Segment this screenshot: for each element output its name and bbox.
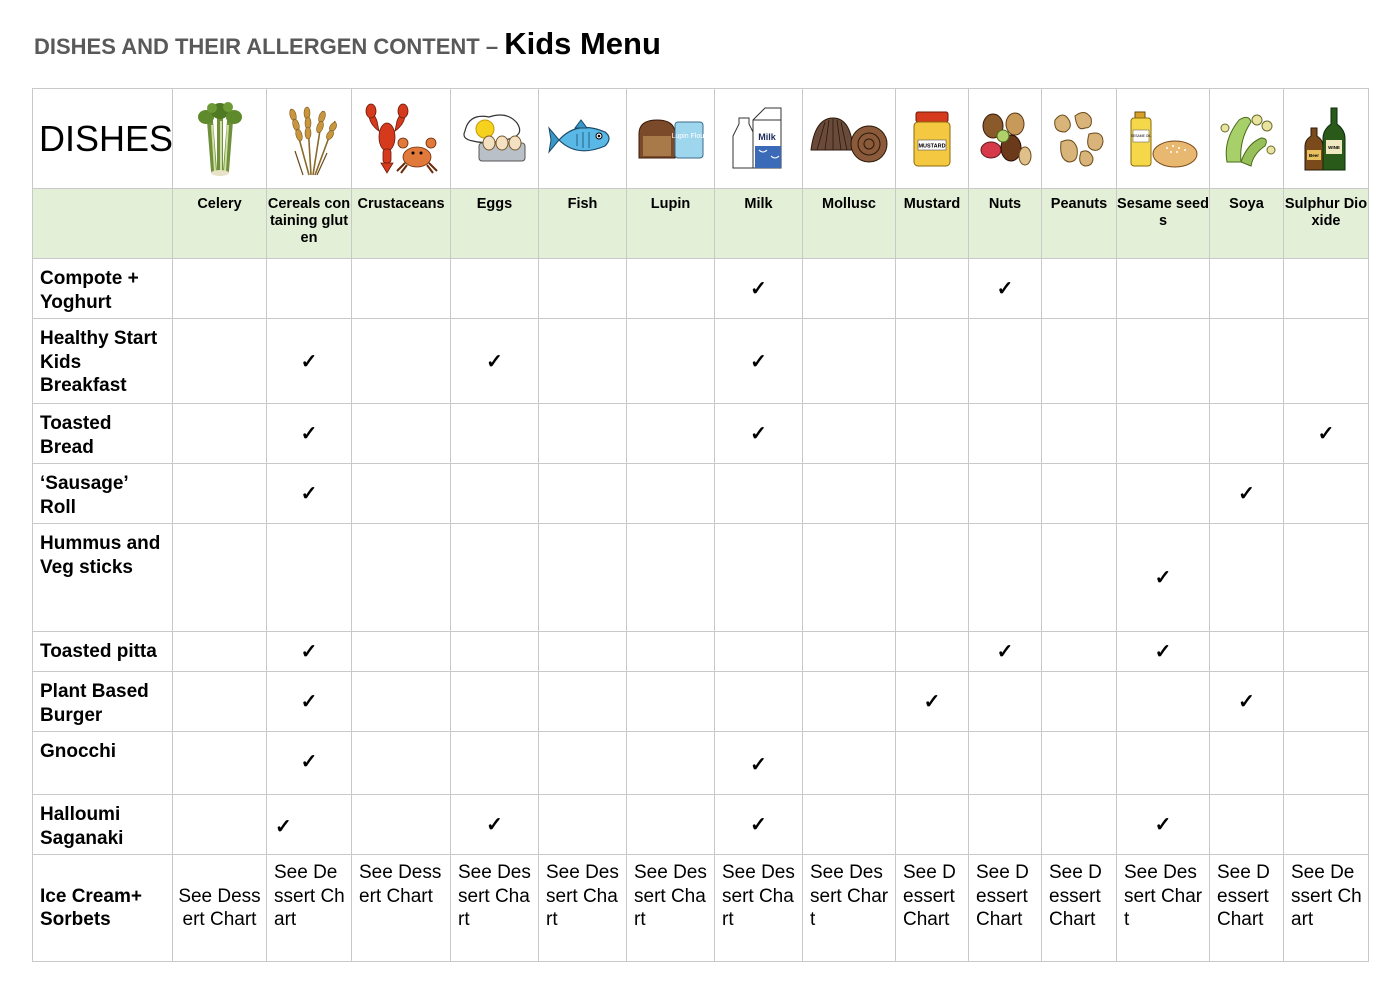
allergen-cell bbox=[539, 259, 627, 319]
allergen-cell bbox=[539, 732, 627, 795]
allergen-cell bbox=[267, 259, 352, 319]
allergen-cell bbox=[627, 632, 715, 672]
check-mark-icon: ✓ bbox=[486, 814, 503, 836]
celery-icon bbox=[173, 89, 267, 189]
allergen-cell bbox=[451, 319, 539, 404]
lobster-crab-icon bbox=[352, 89, 451, 189]
allergen-cell bbox=[173, 672, 267, 732]
allergen-cell bbox=[1042, 524, 1117, 632]
allergen-cell bbox=[803, 319, 896, 404]
dish-name: Plant Based Burger bbox=[33, 672, 173, 732]
allergen-cell bbox=[267, 672, 352, 732]
allergen-cell bbox=[1042, 404, 1117, 464]
allergen-cell bbox=[1117, 732, 1210, 795]
allergen-cell bbox=[969, 319, 1042, 404]
allergen-cell bbox=[451, 464, 539, 524]
allergen-cell bbox=[803, 524, 896, 632]
allergen-cell bbox=[1210, 632, 1284, 672]
check-mark-icon: ✓ bbox=[1154, 641, 1172, 663]
allergen-cell bbox=[451, 259, 539, 319]
svg-text:SESAME OIL: SESAME OIL bbox=[1130, 133, 1152, 138]
allergen-cell bbox=[539, 464, 627, 524]
allergen-cell bbox=[1284, 404, 1369, 464]
allergen-cell bbox=[896, 259, 969, 319]
table-row bbox=[33, 795, 1369, 855]
allergen-cell bbox=[1117, 259, 1210, 319]
allergen-cell bbox=[715, 259, 803, 319]
allergen-name-sesame: Sesame seeds bbox=[1117, 189, 1210, 259]
check-mark-icon: ✓ bbox=[300, 483, 318, 505]
dessert-chart-note: See Dessert Chart bbox=[539, 855, 627, 962]
allergen-cell bbox=[896, 524, 969, 632]
allergen-cell bbox=[715, 404, 803, 464]
dessert-chart-note: See Dessert Chart bbox=[1284, 855, 1369, 962]
allergen-cell bbox=[1042, 672, 1117, 732]
allergen-cell bbox=[451, 672, 539, 732]
soya-beans-icon bbox=[1210, 89, 1284, 189]
allergen-cell bbox=[1284, 464, 1369, 524]
allergen-cell bbox=[627, 795, 715, 855]
svg-text:Milk: Milk bbox=[757, 131, 776, 142]
check-mark-icon: ✓ bbox=[300, 641, 318, 663]
check-mark-icon: ✓ bbox=[1154, 814, 1172, 836]
allergen-cell bbox=[627, 464, 715, 524]
allergen-name-mustard: Mustard bbox=[896, 189, 969, 259]
dessert-chart-note: See Dessert Chart bbox=[1117, 855, 1210, 962]
allergen-cell bbox=[352, 524, 451, 632]
allergen-cell bbox=[1042, 464, 1117, 524]
allergen-cell bbox=[1284, 524, 1369, 632]
peanuts-icon bbox=[1042, 89, 1117, 189]
wheat-icon bbox=[267, 89, 352, 189]
check-mark-icon: ✓ bbox=[300, 750, 318, 773]
allergen-cell bbox=[627, 672, 715, 732]
title-prefix: DISHES AND THEIR ALLERGEN CONTENT – bbox=[34, 34, 505, 59]
dish-name: Healthy Start Kids Breakfast bbox=[33, 319, 173, 404]
allergen-cell bbox=[1284, 259, 1369, 319]
check-mark-icon: ✓ bbox=[1238, 691, 1255, 713]
allergen-cell bbox=[173, 632, 267, 672]
icon-row bbox=[33, 89, 1369, 189]
allergen-cell bbox=[969, 464, 1042, 524]
allergen-cell bbox=[969, 732, 1042, 795]
table-row bbox=[33, 259, 1369, 319]
dessert-chart-note: See Dessert Chart bbox=[451, 855, 539, 962]
table-row bbox=[33, 524, 1369, 632]
allergen-cell bbox=[1042, 732, 1117, 795]
allergen-cell bbox=[627, 404, 715, 464]
allergen-cell bbox=[1284, 732, 1369, 795]
allergen-cell bbox=[173, 732, 267, 795]
allergen-cell bbox=[803, 732, 896, 795]
dessert-chart-note: See Dessert Chart bbox=[173, 855, 267, 962]
check-mark-icon: ✓ bbox=[1154, 567, 1172, 589]
allergen-table bbox=[32, 88, 1369, 962]
allergen-name-mollusc: Mollusc bbox=[803, 189, 896, 259]
allergen-cell bbox=[803, 795, 896, 855]
check-mark-icon: ✓ bbox=[996, 641, 1014, 663]
ice-cream-row bbox=[33, 855, 1369, 962]
dessert-chart-note: See Dessert Chart bbox=[267, 855, 352, 962]
allergen-cell bbox=[896, 795, 969, 855]
check-mark-icon: ✓ bbox=[750, 350, 767, 373]
eggs-icon bbox=[451, 89, 539, 189]
check-mark-icon: ✓ bbox=[1317, 423, 1335, 445]
allergen-cell bbox=[539, 632, 627, 672]
allergen-cell bbox=[267, 795, 352, 855]
allergen-cell bbox=[803, 632, 896, 672]
allergen-name-soya: Soya bbox=[1210, 189, 1284, 259]
dessert-chart-note: See Dessert Chart bbox=[715, 855, 803, 962]
table-row bbox=[33, 464, 1369, 524]
check-mark-icon: ✓ bbox=[750, 278, 767, 300]
allergen-name-peanuts: Peanuts bbox=[1042, 189, 1117, 259]
svg-text:Lupin Flour: Lupin Flour bbox=[670, 132, 707, 140]
dish-rows bbox=[33, 259, 1369, 855]
allergen-cell bbox=[352, 672, 451, 732]
allergen-cell bbox=[539, 672, 627, 732]
allergen-cell bbox=[1284, 672, 1369, 732]
check-mark-icon: ✓ bbox=[750, 754, 767, 776]
dish-name: Ice Cream+ Sorbets bbox=[33, 855, 173, 962]
allergen-cell bbox=[1042, 795, 1117, 855]
check-mark-icon: ✓ bbox=[923, 691, 941, 713]
allergen-cell bbox=[896, 732, 969, 795]
allergen-cell bbox=[715, 524, 803, 632]
allergen-cell bbox=[173, 524, 267, 632]
dessert-chart-note: See Dessert Chart bbox=[1210, 855, 1284, 962]
allergen-cell bbox=[896, 319, 969, 404]
sesame-oil-bread-icon bbox=[1117, 89, 1210, 189]
check-mark-icon: ✓ bbox=[996, 278, 1014, 300]
allergen-cell bbox=[1284, 795, 1369, 855]
allergen-cell bbox=[352, 259, 451, 319]
allergen-cell bbox=[803, 404, 896, 464]
allergen-cell bbox=[1117, 524, 1210, 632]
table-row bbox=[33, 672, 1369, 732]
dish-name: Toasted Bread bbox=[33, 404, 173, 464]
check-mark-icon: ✓ bbox=[1238, 483, 1255, 505]
allergen-cell bbox=[715, 672, 803, 732]
table-row bbox=[33, 732, 1369, 795]
allergen-cell bbox=[1042, 632, 1117, 672]
allergen-cell bbox=[1117, 795, 1210, 855]
check-mark-icon: ✓ bbox=[300, 691, 318, 713]
check-mark-icon: ✓ bbox=[300, 350, 318, 373]
allergen-cell bbox=[539, 319, 627, 404]
allergen-cell bbox=[451, 404, 539, 464]
check-mark-icon: ✓ bbox=[750, 814, 767, 836]
allergen-cell bbox=[969, 404, 1042, 464]
allergen-cell bbox=[451, 632, 539, 672]
allergen-name-crustaceans: Crustaceans bbox=[352, 189, 451, 259]
allergen-cell bbox=[1117, 404, 1210, 464]
allergen-cell bbox=[715, 319, 803, 404]
dessert-chart-note: See Dessert Chart bbox=[627, 855, 715, 962]
shells-icon bbox=[803, 89, 896, 189]
allergen-cell bbox=[715, 732, 803, 795]
allergen-cell bbox=[969, 632, 1042, 672]
lupin-flour-icon bbox=[627, 89, 715, 189]
allergen-cell bbox=[1210, 319, 1284, 404]
allergen-cell bbox=[1284, 632, 1369, 672]
dish-name: Halloumi Saganaki bbox=[33, 795, 173, 855]
allergen-cell bbox=[352, 404, 451, 464]
allergen-cell bbox=[969, 524, 1042, 632]
allergen-name-lupin: Lupin bbox=[627, 189, 715, 259]
allergen-cell bbox=[267, 464, 352, 524]
allergen-cell bbox=[803, 464, 896, 524]
allergen-cell bbox=[969, 672, 1042, 732]
dish-name: Hummus and Veg sticks bbox=[33, 524, 173, 632]
check-mark-icon: ✓ bbox=[750, 423, 767, 445]
allergen-cell bbox=[267, 524, 352, 632]
check-mark-icon: ✓ bbox=[275, 815, 292, 838]
dishes-header: DISHES bbox=[33, 89, 173, 189]
svg-text:MUSTARD: MUSTARD bbox=[918, 143, 946, 149]
allergen-cell bbox=[627, 319, 715, 404]
allergen-cell bbox=[173, 404, 267, 464]
allergen-names-row bbox=[33, 189, 1369, 259]
allergen-cell bbox=[896, 404, 969, 464]
allergen-cell bbox=[1210, 795, 1284, 855]
dish-name: ‘Sausage’ Roll bbox=[33, 464, 173, 524]
allergen-name-sulphur: Sulphur Dioxide bbox=[1284, 189, 1369, 259]
svg-text:Beer: Beer bbox=[1308, 152, 1320, 158]
dessert-chart-note: See Dessert Chart bbox=[803, 855, 896, 962]
allergen-cell bbox=[267, 319, 352, 404]
dish-name: Compote + Yoghurt bbox=[33, 259, 173, 319]
allergen-cell bbox=[1210, 732, 1284, 795]
allergen-cell bbox=[451, 732, 539, 795]
allergen-cell bbox=[803, 259, 896, 319]
allergen-cell bbox=[173, 795, 267, 855]
allergen-cell bbox=[1210, 404, 1284, 464]
allergen-cell bbox=[451, 524, 539, 632]
allergen-cell bbox=[1042, 319, 1117, 404]
allergen-name-celery: Celery bbox=[173, 189, 267, 259]
allergen-cell bbox=[1284, 319, 1369, 404]
allergen-cell bbox=[1117, 632, 1210, 672]
allergen-cell bbox=[267, 632, 352, 672]
dessert-chart-note: See Dessert Chart bbox=[352, 855, 451, 962]
allergen-name-nuts: Nuts bbox=[969, 189, 1042, 259]
allergen-cell bbox=[1210, 524, 1284, 632]
dish-name: Toasted pitta bbox=[33, 632, 173, 672]
allergen-cell bbox=[352, 319, 451, 404]
allergen-cell bbox=[896, 464, 969, 524]
allergen-cell bbox=[352, 464, 451, 524]
mustard-jar-icon bbox=[896, 89, 969, 189]
nuts-icon bbox=[969, 89, 1042, 189]
allergen-cell bbox=[715, 795, 803, 855]
allergen-cell bbox=[1042, 259, 1117, 319]
allergen-cell bbox=[539, 524, 627, 632]
allergen-name-cereals: Cereals containing gluten bbox=[267, 189, 352, 259]
allergen-cell bbox=[627, 732, 715, 795]
beer-wine-icon bbox=[1284, 89, 1369, 189]
names-row-blank bbox=[33, 189, 173, 259]
allergen-cell bbox=[352, 795, 451, 855]
allergen-cell bbox=[969, 259, 1042, 319]
allergen-cell bbox=[539, 795, 627, 855]
table-row bbox=[33, 404, 1369, 464]
allergen-cell bbox=[173, 259, 267, 319]
allergen-cell bbox=[1117, 672, 1210, 732]
allergen-cell bbox=[267, 404, 352, 464]
allergen-cell bbox=[627, 524, 715, 632]
allergen-cell bbox=[627, 259, 715, 319]
allergen-cell bbox=[715, 464, 803, 524]
allergen-cell bbox=[352, 732, 451, 795]
check-mark-icon: ✓ bbox=[486, 350, 503, 373]
table-row bbox=[33, 319, 1369, 404]
allergen-name-eggs: Eggs bbox=[451, 189, 539, 259]
allergen-cell bbox=[539, 404, 627, 464]
allergen-cell bbox=[173, 319, 267, 404]
allergen-cell bbox=[267, 732, 352, 795]
milk-icon bbox=[715, 89, 803, 189]
allergen-cell bbox=[896, 672, 969, 732]
allergen-cell bbox=[352, 632, 451, 672]
table-row bbox=[33, 632, 1369, 672]
allergen-cell bbox=[1210, 464, 1284, 524]
allergen-cell bbox=[969, 795, 1042, 855]
allergen-cell bbox=[173, 464, 267, 524]
allergen-cell bbox=[1117, 319, 1210, 404]
allergen-cell bbox=[715, 632, 803, 672]
dessert-chart-note: See Dessert Chart bbox=[896, 855, 969, 962]
allergen-cell bbox=[1117, 464, 1210, 524]
svg-text:WINE: WINE bbox=[1328, 144, 1340, 150]
allergen-cell bbox=[451, 795, 539, 855]
page-title bbox=[34, 26, 661, 62]
allergen-name-fish: Fish bbox=[539, 189, 627, 259]
dessert-chart-note: See Dessert Chart bbox=[1042, 855, 1117, 962]
fish-icon bbox=[539, 89, 627, 189]
allergen-cell bbox=[896, 632, 969, 672]
allergen-cell bbox=[1210, 259, 1284, 319]
allergen-name-milk: Milk bbox=[715, 189, 803, 259]
dish-name: Gnocchi bbox=[33, 732, 173, 795]
allergen-cell bbox=[803, 672, 896, 732]
allergen-cell bbox=[1210, 672, 1284, 732]
check-mark-icon: ✓ bbox=[300, 423, 318, 445]
title-main: Kids Menu bbox=[504, 26, 661, 61]
dessert-chart-note: See Dessert Chart bbox=[969, 855, 1042, 962]
